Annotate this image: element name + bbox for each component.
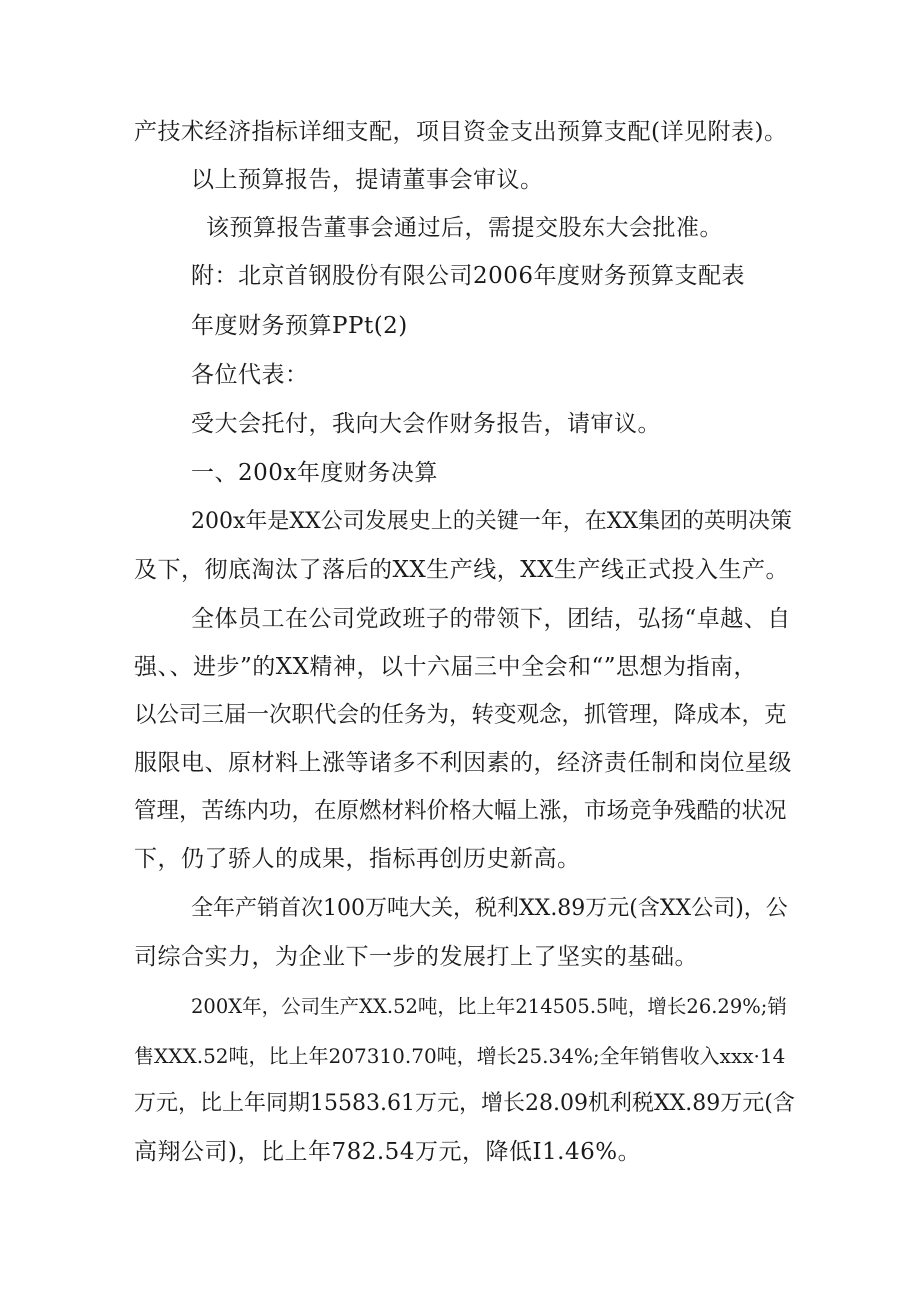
text-line: 200x年是XX公司发展史上的关键一年，在XX集团的英明决策 bbox=[191, 509, 793, 534]
text-line: 高翔公司)，比上年782.54万元，降低I1.46%。 bbox=[134, 1139, 642, 1165]
text-line: 以上预算报告，提请董事会审议。 bbox=[191, 167, 544, 193]
text-line: 该预算报告董事会通过后，需提交股东大会批准。 bbox=[206, 215, 723, 241]
text-line: 万元，比上年同期15583.61万元，增长28.09机利税XX.89万元(含 bbox=[134, 1091, 795, 1116]
text-line: 附：北京首钢股份有限公司2006年度财务预算支配表 bbox=[191, 263, 746, 289]
text-line: 下，仍了骄人的成果，指标再创历史新高。 bbox=[134, 846, 581, 872]
text-line: 管理，苦练内功，在原燃材料价格大幅上涨，市场竞争残酷的状况 bbox=[134, 798, 787, 824]
text-line: 强、、进步”的XX精神，以十六届三中全会和“”思想为指南， bbox=[134, 654, 758, 680]
text-line: 200X年，公司生产XX.52吨，比上年214505.5吨，增长26.29%;销 bbox=[191, 995, 787, 1018]
section-heading: 一、200x年度财务决算 bbox=[191, 460, 438, 486]
text-line: 全体员工在公司党政班子的带领下，团结，弘扬“卓越、自 bbox=[191, 606, 791, 632]
text-line: 全年产销首次100万吨大关，税利XX.89万元(含XX公司)，公 bbox=[191, 896, 788, 921]
text-line: 司综合实力，为企业下一步的发展打上了坚实的基础。 bbox=[134, 944, 698, 970]
text-line: 各位代表： bbox=[191, 362, 309, 388]
text-line: 及下，彻底淘汰了落后的XX生产线，XX生产线正式投入生产。 bbox=[134, 557, 789, 583]
text-line: 产技术经济指标详细支配，项目资金支出预算支配(详见附表)。 bbox=[134, 119, 788, 145]
text-line: 年度财务预算PPt(2) bbox=[191, 313, 408, 339]
text-line: 受大会托付，我向大会作财务报告，请审议。 bbox=[191, 411, 661, 437]
text-line: 售XXX.52吨，比上年207310.70吨，增长25.34%;全年销售收入xxx·14 bbox=[134, 1044, 786, 1068]
text-line: 服限电、原材料上涨等诸多不利因素的，经济责任制和岗位星级 bbox=[134, 750, 792, 776]
text-line: 以公司三届一次职代会的任务为，转变观念，抓管理，降成本，克 bbox=[134, 702, 787, 728]
